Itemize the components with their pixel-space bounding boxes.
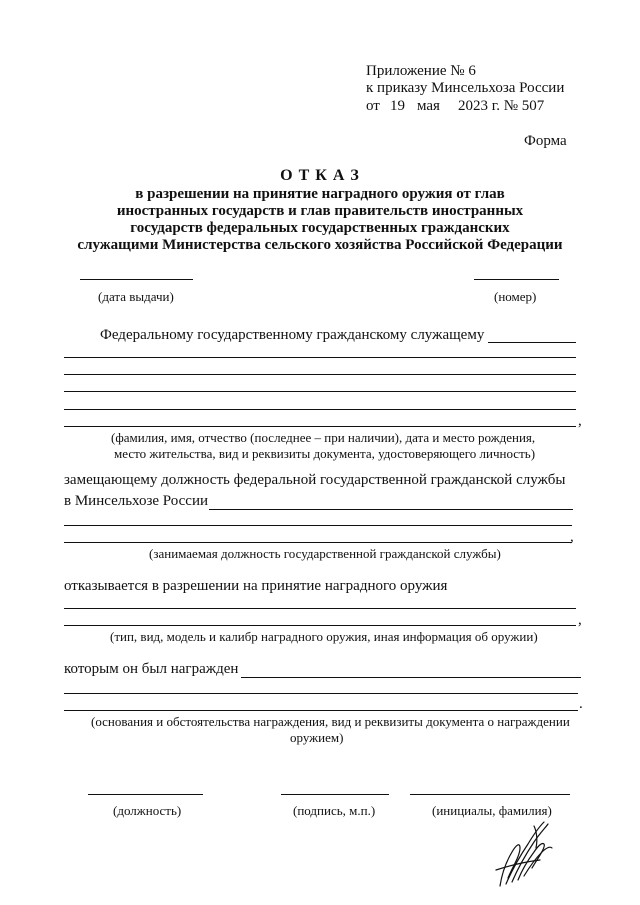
recipient-field-line-6[interactable] xyxy=(64,426,576,427)
weapon-field-line-1[interactable] xyxy=(64,608,576,609)
position-caption: (занимаемая должность государственной гражданской службы) xyxy=(149,546,501,561)
recipient-field-line-3[interactable] xyxy=(64,374,576,375)
position-caption-sign: (должность) xyxy=(113,803,182,818)
handwritten-signature xyxy=(490,818,560,890)
issue-number-field[interactable] xyxy=(474,279,559,280)
position-field-line-3[interactable] xyxy=(64,542,572,543)
order-month: мая xyxy=(417,98,440,114)
award-field-line-2[interactable] xyxy=(64,693,578,694)
weapon-label: отказывается в разрешении на принятие наградного оружия xyxy=(64,578,448,594)
recipient-field-inline[interactable] xyxy=(488,342,576,343)
weapon-comma: , xyxy=(578,612,582,628)
recipient-caption-2: место жительства, вид и реквизиты документа, удостоверяющего личность) xyxy=(114,446,536,461)
recipient-field-line-4[interactable] xyxy=(64,391,576,392)
position-signature-field[interactable] xyxy=(88,794,203,795)
award-period: . xyxy=(579,696,583,712)
order-reference: к приказу Минсельхоза России xyxy=(366,80,565,96)
award-caption-1: (основания и обстоятельства награждения, вид и реквизиты документа о награждении xyxy=(91,714,570,729)
issue-number-caption: (номер) xyxy=(494,289,537,304)
title-line-2: иностранных государств и глав правительств иностранных xyxy=(116,203,524,219)
award-label: которым он был награжден xyxy=(64,661,239,677)
recipient-label: Федеральному государственному гражданскому служащему xyxy=(100,327,485,343)
sign-field[interactable] xyxy=(281,794,389,795)
issue-date-field[interactable] xyxy=(80,279,193,280)
position-label-2: в Минсельхозе России xyxy=(64,493,209,509)
award-field-line-3[interactable] xyxy=(64,710,578,711)
award-field-inline[interactable] xyxy=(241,677,581,678)
recipient-caption-1: (фамилия, имя, отчество (последнее – при наличии), дата и место рождения, xyxy=(111,430,536,445)
position-comma: , xyxy=(570,529,574,545)
recipient-field-line-2[interactable] xyxy=(64,357,576,358)
award-caption-2: оружием) xyxy=(290,730,344,745)
position-label-1: замещающему должность федеральной государственной гражданской службы xyxy=(64,472,566,488)
weapon-field-line-2[interactable] xyxy=(64,625,576,626)
form-label: Форма xyxy=(524,133,567,149)
position-field-inline[interactable] xyxy=(209,509,573,510)
document-title: О Т К А З xyxy=(280,167,360,184)
issue-date-caption: (дата выдачи) xyxy=(98,289,174,304)
appendix-number: Приложение № 6 xyxy=(366,63,476,79)
weapon-caption: (тип, вид, модель и калибр наградного оружия, иная информация об оружии) xyxy=(110,629,538,644)
order-year-number: 2023 г. № 507 xyxy=(458,98,545,114)
title-line-4: служащими Министерства сельского хозяйства Российской Федерации xyxy=(77,237,563,253)
order-date-prefix: от xyxy=(366,98,380,114)
name-field[interactable] xyxy=(410,794,570,795)
title-line-3: государств федеральных государственных гражданских xyxy=(130,220,510,236)
recipient-comma: , xyxy=(578,413,582,429)
title-line-1: в разрешении на принятие наградного оружия от глав xyxy=(135,186,505,202)
sign-caption: (подпись, м.п.) xyxy=(293,803,376,818)
recipient-field-line-5[interactable] xyxy=(64,409,576,410)
name-caption: (инициалы, фамилия) xyxy=(432,803,552,818)
order-day: 19 xyxy=(390,98,405,114)
position-field-line-2[interactable] xyxy=(64,525,572,526)
